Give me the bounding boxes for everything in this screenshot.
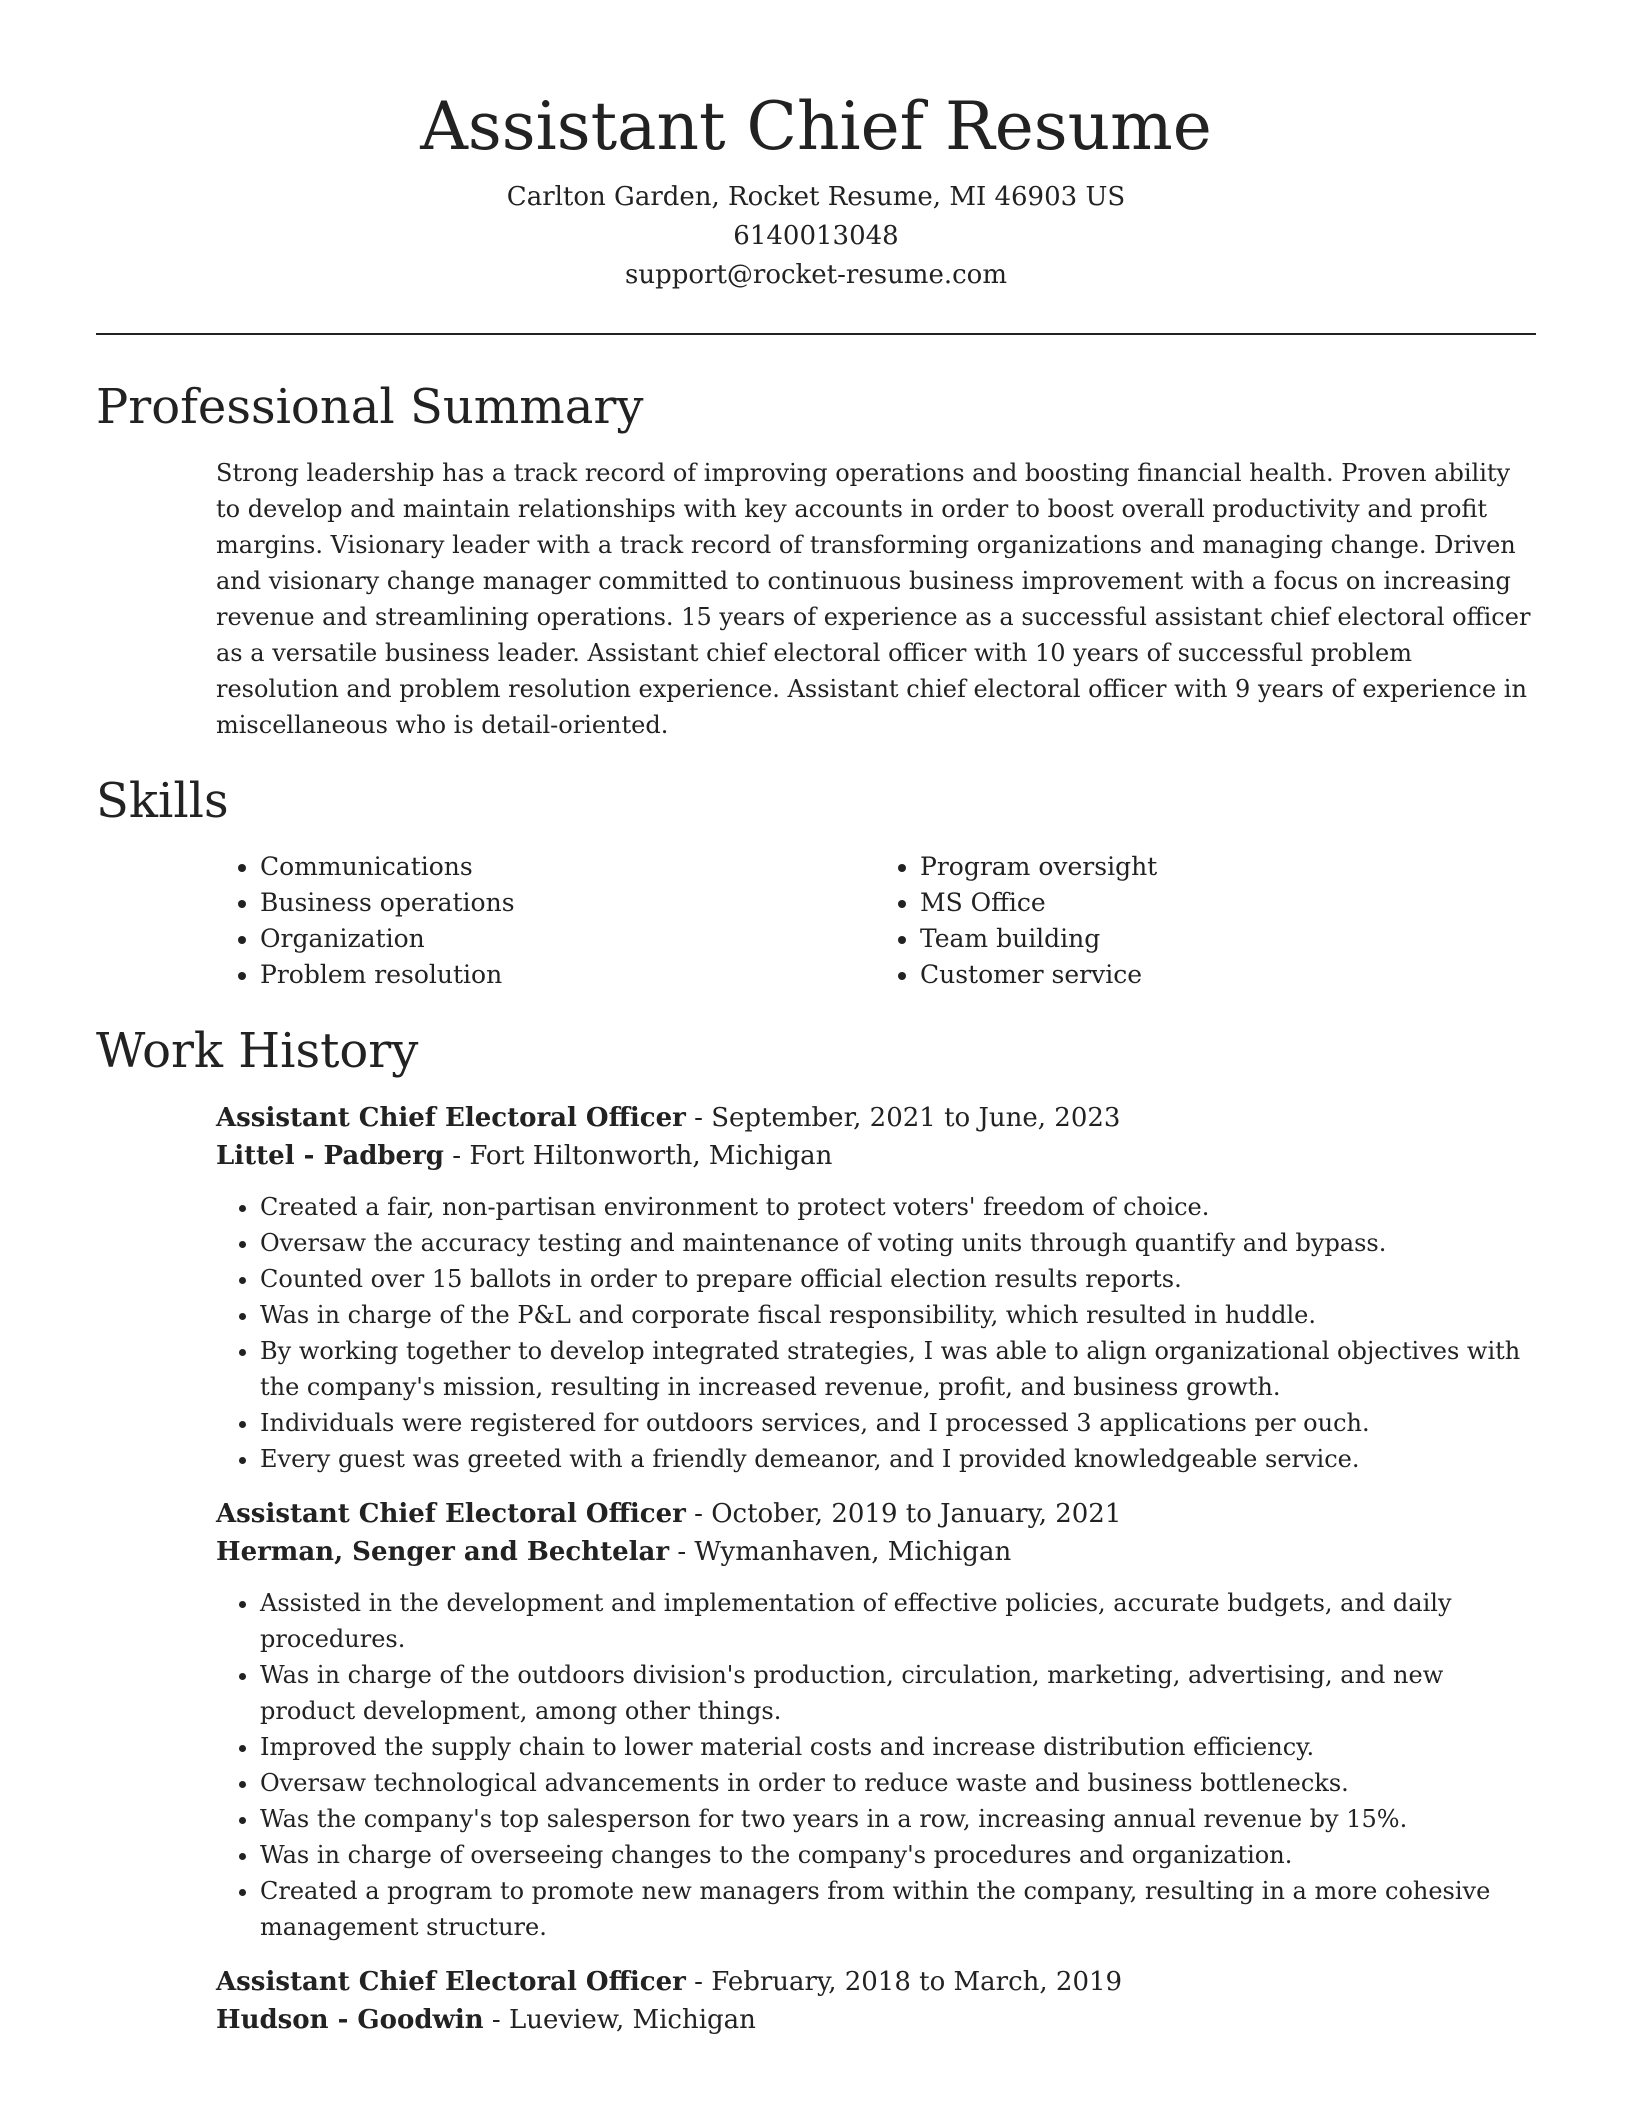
job-company: Herman, Senger and Bechtelar: [216, 1537, 670, 1567]
job-company: Littel - Padberg: [216, 1141, 444, 1171]
skill-item: • Communications: [260, 849, 876, 885]
job-company-line: Herman, Senger and Bechtelar - Wymanhaven, Michigan: [216, 1537, 1012, 1567]
job-bullet: • Individuals were registered for outdoors services, and I processed 3 applications per ouch.: [260, 1405, 1536, 1441]
job-title: Assistant Chief Electoral Officer: [216, 1967, 686, 1997]
skills-column-1: [216, 849, 876, 993]
job-bullet: • Was in charge of the P&L and corporate fiscal responsibility, which resulted in huddle.: [260, 1297, 1536, 1333]
skill-item: • Program oversight: [920, 849, 1536, 885]
summary-text: Strong leadership has a track record of improving operations and boosting financial health. Proven ability to develop and maintain relationships with key accounts in order to boost overall productivity and profit margins. Visionary leader with a track record of transforming organizations and managing change. Driven and visionary change manager committed to continuous business improvement with a focus on increasing revenue and streamlining operations. 15 years of experience as a successful assistant chief electoral officer as a versatile business leader. Assistant chief electoral officer with 10 years of successful problem resolution and problem resolution experience. Assistant chief electoral officer with 9 years of experience in miscellaneous who is detail-oriented.: [216, 459, 1531, 739]
job-bullet: • Was in charge of the outdoors division's production, circulation, marketing, advertising, and new product development, among other things.: [260, 1657, 1536, 1729]
job-bullet: • Created a program to promote new managers from within the company, resulting in a more cohesive management structure.: [260, 1873, 1536, 1945]
job-bullet: • Counted over 15 ballots in order to prepare official election results reports.: [260, 1261, 1536, 1297]
job-bullets: [216, 1585, 1536, 1945]
job-company-line: Hudson - Goodwin - Lueview, Michigan: [216, 2005, 756, 2035]
job-title-line: Assistant Chief Electoral Officer - February, 2018 to March, 2019: [216, 1967, 1123, 1997]
job-bullets: [216, 1189, 1536, 1477]
job-title: Assistant Chief Electoral Officer: [216, 1103, 686, 1133]
job-bullet: • Was the company's top salesperson for two years in a row, increasing annual revenue by 15%.: [260, 1801, 1536, 1837]
skill-item: • Team building: [920, 921, 1536, 957]
resume-title: Assistant Chief Resume: [420, 88, 1212, 165]
skill-item: • Business operations: [260, 885, 876, 921]
job-dates: September, 2021 to June, 2023: [711, 1103, 1121, 1133]
job-location: Lueview, Michigan: [508, 2005, 756, 2035]
skill-item: • Organization: [260, 921, 876, 957]
job-title-line: Assistant Chief Electoral Officer - October, 2019 to January, 2021: [216, 1499, 1122, 1529]
skills-heading: Skills: [96, 773, 229, 829]
skills-list: [216, 849, 1536, 993]
job-dates: February, 2018 to March, 2019: [711, 1967, 1123, 1997]
job-company: Hudson - Goodwin: [216, 2005, 484, 2035]
job-title: Assistant Chief Electoral Officer: [216, 1499, 686, 1529]
job-title-line: Assistant Chief Electoral Officer - September, 2021 to June, 2023: [216, 1103, 1121, 1133]
job-dates: October, 2019 to January, 2021: [711, 1499, 1122, 1529]
skill-item: • Problem resolution: [260, 957, 876, 993]
job-bullet: • Assisted in the development and implementation of effective policies, accurate budgets, and daily procedures.: [260, 1585, 1536, 1657]
contact-address: Carlton Garden, Rocket Resume, MI 46903 US: [506, 182, 1126, 212]
job-bullet: • Improved the supply chain to lower material costs and increase distribution efficiency.: [260, 1729, 1536, 1765]
job-entry-1: [216, 1099, 1536, 1477]
job-location: Fort Hiltonworth, Michigan: [469, 1141, 833, 1171]
contact-phone: 6140013048: [733, 221, 899, 251]
job-entry-2: [216, 1495, 1536, 1945]
job-bullet: • Every guest was greeted with a friendly demeanor, and I provided knowledgeable service.: [260, 1441, 1536, 1477]
skill-item: • MS Office: [920, 885, 1536, 921]
job-bullet: • Oversaw the accuracy testing and maintenance of voting units through quantify and bypass.: [260, 1225, 1536, 1261]
job-location: Wymanhaven, Michigan: [694, 1537, 1012, 1567]
job-company-line: Littel - Padberg - Fort Hiltonworth, Michigan: [216, 1141, 833, 1171]
job-bullet: • Oversaw technological advancements in order to reduce waste and business bottlenecks.: [260, 1765, 1536, 1801]
job-entry-3: [216, 1963, 1536, 2039]
summary-heading: Professional Summary: [96, 379, 644, 435]
job-bullet: • Was in charge of overseeing changes to the company's procedures and organization.: [260, 1837, 1536, 1873]
skills-column-2: [876, 849, 1536, 993]
job-bullet: • By working together to develop integrated strategies, I was able to align organizational objectives with the company's mission, resulting in increased revenue, profit, and business growth.: [260, 1333, 1536, 1405]
job-bullet: • Created a fair, non-partisan environment to protect voters' freedom of choice.: [260, 1189, 1536, 1225]
header-divider: [96, 333, 1536, 335]
work-history-heading: Work History: [96, 1023, 419, 1079]
contact-email: support@rocket-resume.com: [624, 260, 1007, 290]
skill-item: • Customer service: [920, 957, 1536, 993]
resume-header: [96, 0, 1536, 295]
